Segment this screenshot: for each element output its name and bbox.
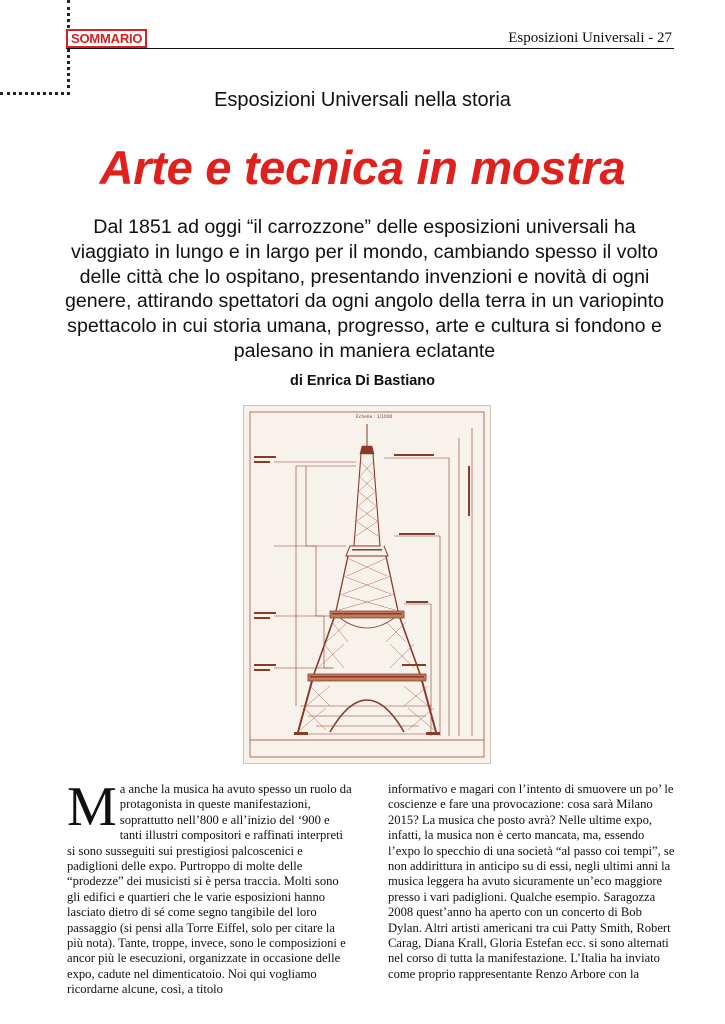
tower-structure xyxy=(298,424,436,732)
article-byline: di Enrica Di Bastiano xyxy=(289,373,436,389)
body-column-left xyxy=(67,776,352,998)
drawing-annotations xyxy=(254,454,470,671)
crop-mark xyxy=(0,0,70,95)
article-title: Arte e tecnica in mostra xyxy=(99,141,626,194)
tower-platforms xyxy=(310,549,424,678)
article-standfirst: Dal 1851 ad oggi “il carrozzone” delle esposizioni universali ha viaggiato in lungo e in largo per il mondo, cambiando spesso il volto delle città che lo ospitano, presentando invenzioni e novità di ogni genere, attirando spettatori da ogni angolo della terra in un variopinto spettacolo in cui storia umana, progresso, arte e cultura si fondono e palesano in maniera eclatante xyxy=(64,216,665,362)
scale-label: Échelle : 1/1000 xyxy=(356,415,393,420)
dimension-lines xyxy=(274,428,472,736)
body-column-right xyxy=(388,782,678,982)
eiffel-tower-svg xyxy=(244,406,490,763)
eiffel-tower-drawing xyxy=(243,405,491,764)
running-head: Esposizioni Universali - 27 xyxy=(508,30,672,46)
body-text-right: informativo e magari con l’intento di smuovere un po’ le coscienze e fare una provocazione: cosa sarà Milano 2015? La musica che posto avrà? Nelle ultime expo, infatti, la musica non è certo mancata, ma, essendo l’expo lo specchio di una società “al passo coi tempi”, se non addirittura in anticipo su di essi, negli ultimi anni la musica leggera ha avuto sicuramente un’eco maggiore presso i vari padiglioni. Qualche esempio. Saragozza 2008 quest’anno ha aperto con un concerto di Bob Dylan. Altri artisti americani tra cui Patty Smith, Robert Carag, Diana Krall, Gloria Estefan ecc. si sono alternati nel corso di tutta la manifestazione. L’Italia ha inviato come proprio rappresentante Renzo Arbore con la xyxy=(388,782,675,981)
article-kicker: Esposizioni Universali nella storia xyxy=(214,89,511,111)
dropcap: M xyxy=(67,776,117,838)
tower-lattice xyxy=(300,461,434,730)
header-rule xyxy=(66,48,674,49)
sommario-link[interactable]: SOMMARIO xyxy=(66,29,147,48)
left-stepped-scale xyxy=(296,466,356,706)
tower-base xyxy=(294,732,440,735)
body-text-left: a anche la musica ha avuto spesso un ruolo da protagonista in queste manifestazioni, soprattutto nell’800 e all’inizio del ‘900 e tanti illustri compositori e raffinati interpreti si sono susseguiti sui prestigiosi palcoscenici e padiglioni delle expo. Purtroppo di molte delle “prodezze” dei musicisti si è persa traccia. Molti sono gli edifici e quartieri che le varie esposizioni hanno lasciato dietro di sé come segno tangibile del loro passaggio (si pensi alla Torre Eiffel, solo per citare la più nota). Tante, troppe, invece, sono le composizioni e ancor più le esecuzioni, organizzate in occasione delle expo, cadute nel dimenticatoio. Noi qui vogliamo ricordarne alcune, così, a titolo xyxy=(67,782,352,997)
